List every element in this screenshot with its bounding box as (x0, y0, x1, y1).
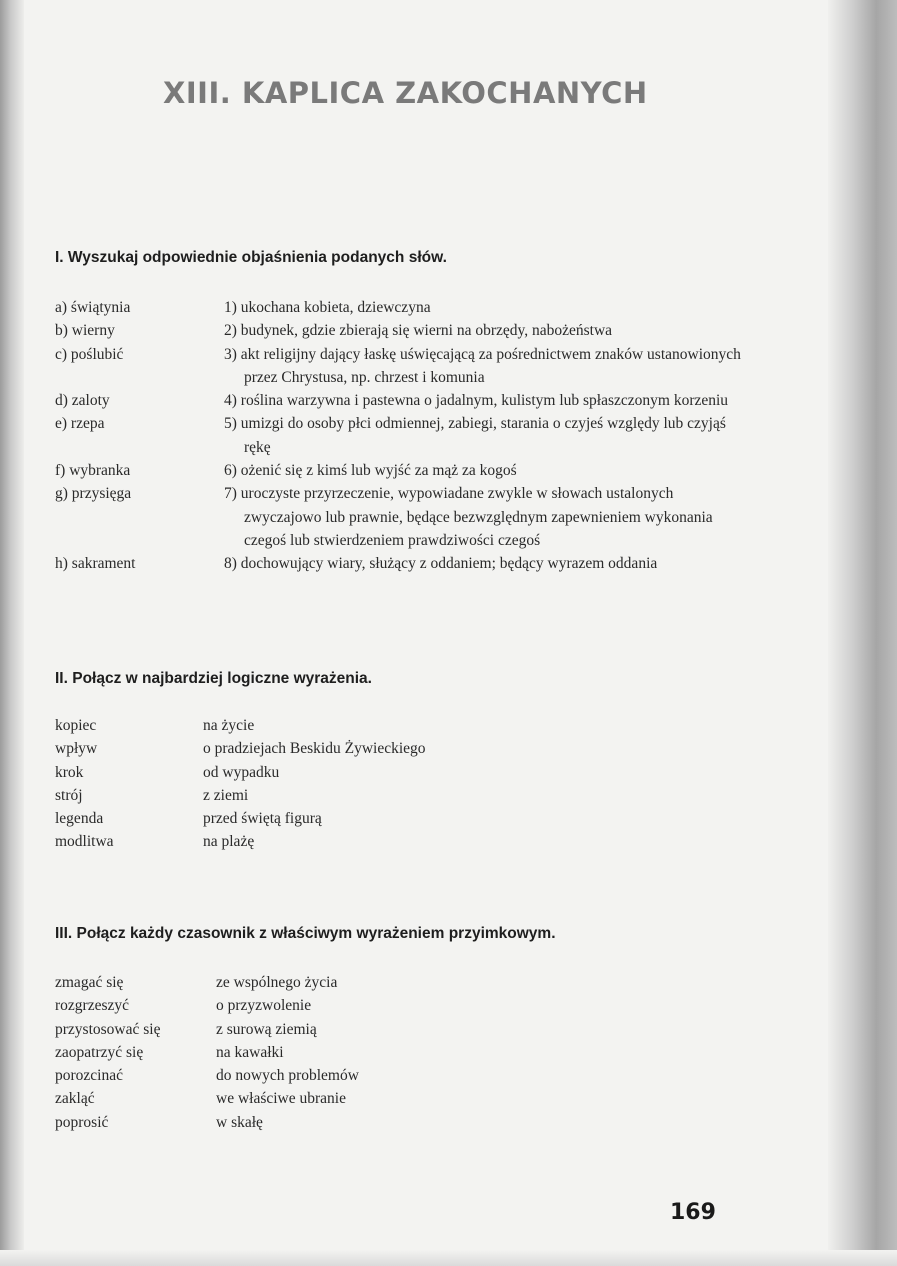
term: a) świątynia (55, 299, 131, 316)
term: d) zaloty (55, 392, 110, 410)
list-item: o przyzwolenie (216, 997, 312, 1015)
exercise-1-row (55, 389, 755, 412)
exercise-1-list (55, 296, 755, 576)
list-item: kopiec (55, 717, 97, 734)
term: e) rzepa (55, 415, 105, 433)
list-item: poprosić (55, 1113, 109, 1131)
list-item: legenda (55, 810, 104, 828)
list-item: od wypadku (203, 763, 280, 781)
list-item: przystosować się (55, 1020, 161, 1038)
definition: 6) ożenić się z kimś lub wyjść za mąż za kogoś (224, 462, 517, 480)
list-item: rozgrzeszyć (55, 997, 130, 1015)
list-item: na kawałki (216, 1043, 284, 1061)
definition: 8) dochowujący wiary, służący z oddaniem; będący wyrazem oddania (224, 555, 658, 573)
list-item: modlitwa (55, 833, 114, 851)
definition: 4) roślina warzywna i pastewna o jadalnym, kulistym lub spłaszczonym korzeniu (224, 392, 729, 410)
list-item: porozcinać (55, 1067, 123, 1085)
term: c) poślubić (55, 345, 124, 363)
list-item: z surową ziemią (216, 1020, 317, 1038)
term: b) wierny (55, 322, 115, 340)
exercise-1-heading: I. Wyszukaj odpowiednie objaśnienia podanych słów. (55, 249, 447, 266)
page-bottom-shadow (0, 1250, 897, 1266)
exercise-1-row (55, 552, 755, 575)
exercise-2-right-column (203, 714, 426, 854)
exercise-3-left-column (55, 971, 160, 1134)
exercise-1-row (55, 412, 755, 459)
term: f) wybranka (55, 462, 131, 480)
exercise-2-left-column (55, 714, 114, 854)
definition: 7) uroczyste przyrzeczenie, wypowiadane zwykle w słowach ustalonych zwyczajowo lub prawnie, będące bezwzględnym zapewnieniem wykonania czegoś lub stwierdzeniem prawdziwości czegoś (224, 485, 713, 549)
exercise-3-heading: III. Połącz każdy czasownik z właściwym wyrażeniem przyimkowym. (55, 925, 556, 942)
list-item: z ziemi (203, 786, 249, 804)
definition: 2) budynek, gdzie zbierają się wierni na obrzędy, nabożeństwa (224, 322, 613, 340)
list-item: we właściwe ubranie (216, 1090, 346, 1108)
list-item: wpływ (55, 740, 98, 758)
exercise-2-heading: II. Połącz w najbardziej logiczne wyrażenia. (55, 670, 372, 687)
exercise-1-row (55, 482, 755, 552)
list-item: zaopatrzyć się (55, 1043, 144, 1061)
exercise-1-row (55, 459, 755, 482)
list-item: zmagać się (55, 974, 124, 991)
list-item: zakląć (55, 1090, 95, 1108)
definition: 5) umizgi do osoby płci odmiennej, zabiegi, starania o czyjeś względy lub czyjąś rękę (224, 415, 726, 456)
list-item: do nowych problemów (216, 1067, 359, 1085)
page-binding-shadow (828, 0, 897, 1266)
list-item: przed świętą figurą (203, 810, 322, 828)
list-item: o pradziejach Beskidu Żywieckiego (203, 740, 426, 758)
term: h) sakrament (55, 555, 136, 573)
chapter-title: XIII. KAPLICA ZAKOCHANYCH (163, 76, 648, 110)
term: g) przysięga (55, 485, 132, 503)
list-item: na życie (203, 717, 255, 734)
list-item: strój (55, 786, 83, 804)
exercise-1-row (55, 319, 755, 342)
list-item: ze wspólnego życia (216, 974, 338, 991)
list-item: krok (55, 763, 84, 781)
exercise-1-row (55, 296, 755, 319)
exercise-3-right-column (216, 971, 359, 1134)
definition: 1) ukochana kobieta, dziewczyna (224, 299, 431, 316)
list-item: na plażę (203, 833, 255, 851)
page-number: 169 (670, 1200, 716, 1225)
definition: 3) akt religijny dający łaskę uświęcającą za pośrednictwem znaków ustanowionych przez Chrystusa, np. chrzest i komunia (224, 345, 741, 386)
exercise-1-row (55, 343, 755, 390)
page-left-shadow (0, 0, 24, 1266)
list-item: w skałę (216, 1113, 263, 1131)
